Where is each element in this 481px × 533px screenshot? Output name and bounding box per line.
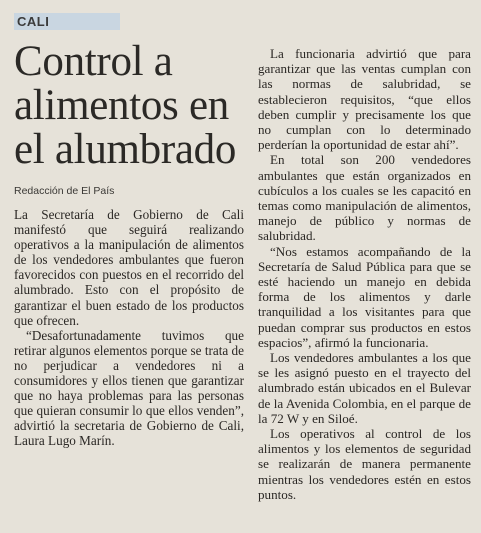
left-column: [14, 40, 244, 449]
section-label: CALI: [17, 14, 50, 29]
article-paragraph: “Nos estamos acompañando de la Secretaría de Salud Pública para que se esté haciendo un manejo en debida forma de los alimentos y darle tranquilidad a los visitantes para que puedan comprar sus productos en estos espacios”, afirmó la funcionaria.: [258, 243, 471, 350]
article-paragraph: La funcionaria advirtió que para garantizar que las ventas cumplan con las normas de salubridad, se establecieron requisitos, “que ellos deben cumplir y precisamente los que no cumplan con lo determinado perderían la oportunidad de estar ahí”.: [258, 46, 471, 153]
right-column: [258, 46, 471, 502]
headline: Control a alimentos en el alumbrado: [14, 38, 237, 173]
article-paragraph: Los vendedores ambulantes a los que se les asignó puesto en el trayecto del alumbrado están ubicados en el Bulevar de la Avenida Colombia, en el parque de la 72 W y en Siloé.: [258, 350, 471, 426]
section-tag: [14, 13, 120, 30]
article-paragraph: Los operativos al control de los alimentos y los elementos de seguridad se realizarán de manera permanente mientras los vendedores estén en estos puntos.: [258, 426, 471, 502]
article-paragraph: La Secretaría de Gobierno de Cali manifestó que seguirá realizando operativos a la manipulación de alimentos de los vendedores ambulantes que fueron favorecidos con puestos en el recorrido del alumbrado. Esto con el propósito de garantizar el buen estado de los productos que ofrecen.: [14, 207, 244, 328]
byline: Redacción de El País: [14, 185, 115, 197]
article-paragraph: “Desafortunadamente tuvimos que retirar algunos elementos porque se trata de no perjudicar a vendedores ni a consumidores y ellos tienen que garantizar que no haya problemas para las personas que quieran consumir lo que ellos venden”, advirtió la secretaria de Gobierno de Cali, Laura Lugo Marín.: [14, 327, 244, 449]
article-paragraph: En total son 200 vendedores ambulantes que están organizados en cubículos a los cuales se les capacitó en temas como manipulación de alimentos, manejo de público y normas de salubridad.: [258, 152, 471, 244]
